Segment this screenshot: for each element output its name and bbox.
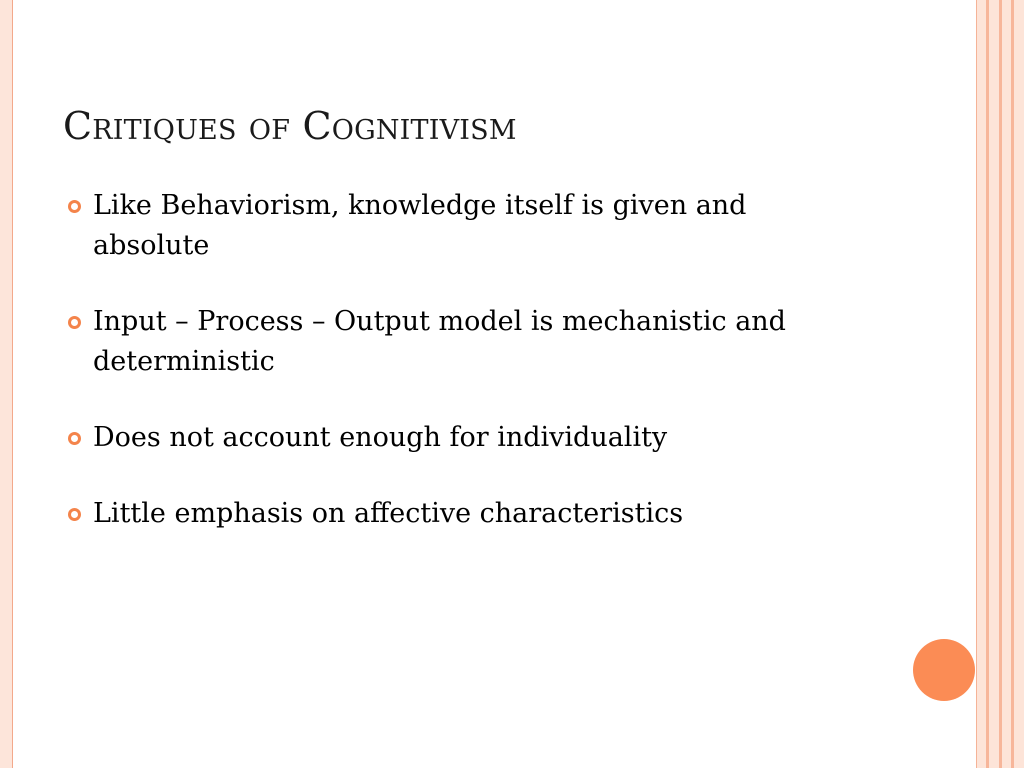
bullet-text: Little emphasis on affective characteristics (93, 498, 684, 529)
circle-bullet-icon (68, 508, 81, 521)
bullet-text: Does not account enough for individuality (93, 422, 668, 453)
circle-bullet-icon (68, 432, 81, 445)
bullet-text: Input – Process – Output model is mechanistic and deterministic (93, 306, 786, 377)
bullet-item (68, 302, 868, 382)
bullet-text: Like Behaviorism, knowledge itself is given and absolute (93, 190, 747, 261)
orange-circle-decoration (913, 639, 975, 701)
circle-bullet-icon (68, 200, 81, 213)
left-border-decoration (0, 0, 13, 768)
right-stripes-decoration (976, 0, 1024, 768)
circle-bullet-icon (68, 316, 81, 329)
bullet-list (68, 186, 868, 570)
bullet-item (68, 186, 868, 266)
bullet-item (68, 494, 868, 534)
slide-title: Critiques of Cognitivism (63, 104, 517, 148)
bullet-item (68, 418, 868, 458)
